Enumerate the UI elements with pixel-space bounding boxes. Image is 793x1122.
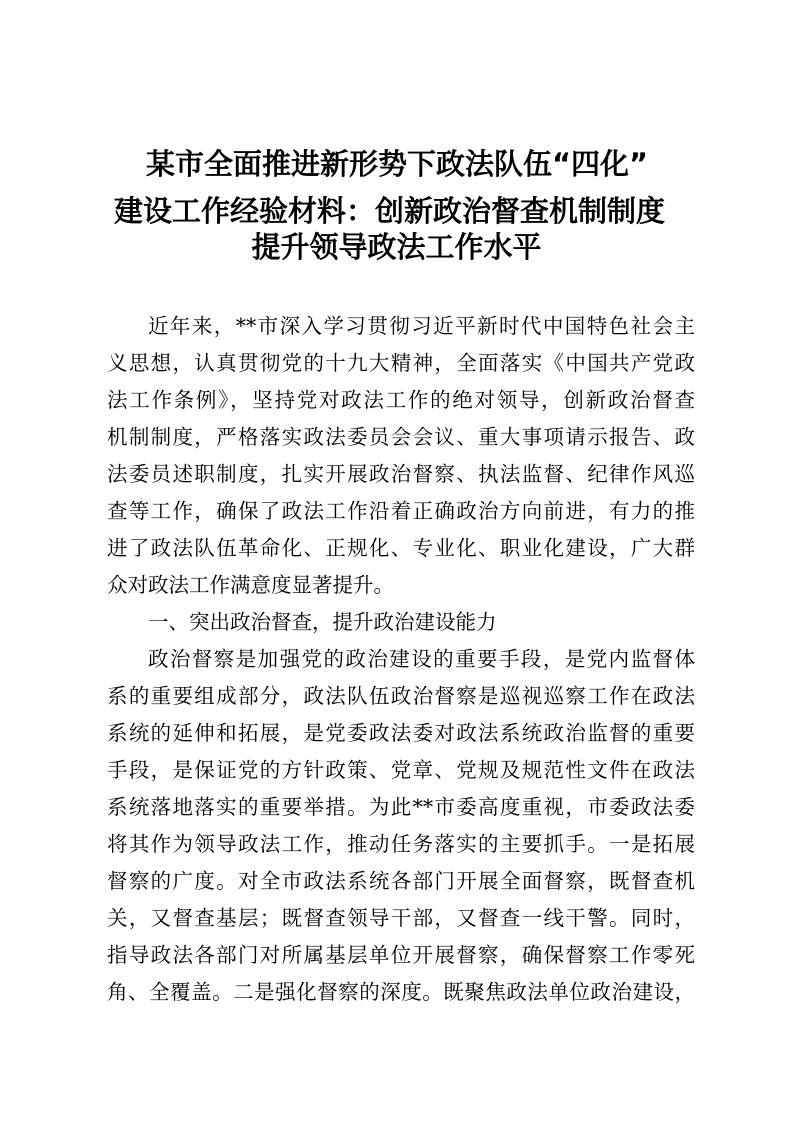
paragraph-line: 系统落地落实的重要举措。为此**市委高度重视，市委政法委 bbox=[107, 795, 695, 819]
paragraph-line: 法委员述职制度，扎实开展政治督察、执法监督、纪律作风巡 bbox=[107, 462, 695, 486]
document-body bbox=[107, 308, 695, 1011]
section-heading: 一、突出政治督查，提升政治建设能力 bbox=[148, 610, 497, 634]
paragraph-line: 法工作条例》，坚持党对政法工作的绝对领导，创新政治督查 bbox=[107, 388, 695, 412]
paragraph-line: 查等工作，确保了政法工作沿着正确政治方向前进，有力的推 bbox=[107, 499, 695, 523]
document-title-line-1: 某市全面推进新形势下政法队伍“四化” bbox=[146, 147, 649, 181]
paragraph-line: 众对政法工作满意度显著提升。 bbox=[107, 573, 394, 597]
paragraph-line: 督察的广度。对全市政法系统各部门开展全面督察，既督查机 bbox=[107, 869, 695, 893]
paragraph-line: 机制制度，严格落实政法委员会会议、重大事项请示报告、政 bbox=[107, 425, 695, 449]
paragraph-line: 手段，是保证党的方针政策、党章、党规及规范性文件在政法 bbox=[107, 758, 695, 782]
paragraph-line: 指导政法各部门对所属基层单位开展督察，确保督察工作零死 bbox=[107, 943, 695, 967]
paragraph-line: 系的重要组成部分，政法队伍政治督察是巡视巡察工作在政法 bbox=[107, 684, 695, 708]
paragraph-line: 义思想，认真贯彻党的十九大精神，全面落实《中国共产党政 bbox=[107, 351, 695, 375]
document-title-line-3: 提升领导政法工作水平 bbox=[251, 230, 542, 264]
paragraph-line: 进了政法队伍革命化、正规化、专业化、职业化建设，广大群 bbox=[107, 536, 695, 560]
paragraph-line: 近年来，**市深入学习贯彻习近平新时代中国特色社会主 bbox=[148, 314, 695, 338]
paragraph-line: 角、全覆盖。二是强化督察的深度。既聚焦政法单位政治建设， bbox=[107, 980, 695, 1004]
paragraph-line: 将其作为领导政法工作，推动任务落实的主要抓手。一是拓展 bbox=[107, 832, 695, 856]
paragraph-line: 系统的延伸和拓展，是党委政法委对政法系统政治监督的重要 bbox=[107, 721, 695, 745]
paragraph-line: 关，又督查基层；既督查领导干部，又督查一线干警。同时， bbox=[107, 906, 695, 930]
paragraph-line: 政治督察是加强党的政治建设的重要手段，是党内监督体 bbox=[148, 647, 695, 671]
document-title-line-2: 建设工作经验材料：创新政治督查机制制度 bbox=[114, 194, 666, 228]
